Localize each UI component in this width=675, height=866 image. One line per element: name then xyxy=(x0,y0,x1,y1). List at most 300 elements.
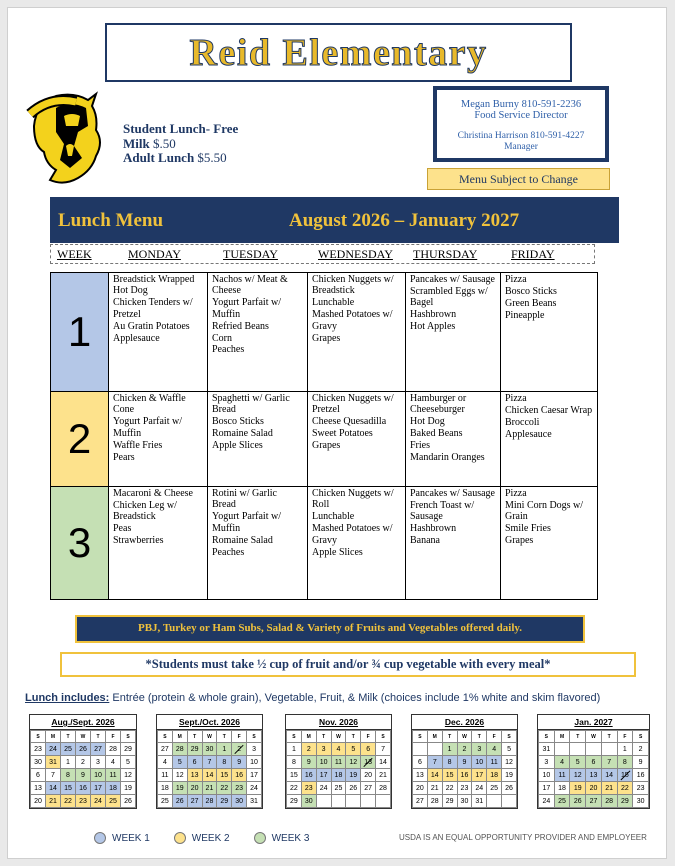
calendar-day: 2 xyxy=(633,743,649,756)
menu-change-notice: Menu Subject to Change xyxy=(427,168,610,190)
calendar-day: 8 xyxy=(217,756,232,769)
calendar-day: 31 xyxy=(472,795,487,808)
calendar-day: 12 xyxy=(502,756,517,769)
day-header-tuesday: TUESDAY xyxy=(223,247,278,261)
menu-item: Pizza xyxy=(505,393,527,404)
calendar-day: 7 xyxy=(46,769,61,782)
calendar-day: 4 xyxy=(106,756,121,769)
lunch-includes-label: Lunch includes: xyxy=(25,692,110,704)
calendar-day-header: S xyxy=(376,731,391,743)
calendar-day: 29 xyxy=(287,795,302,808)
calendar-day-header: F xyxy=(617,731,633,743)
week-number: 2 xyxy=(51,392,109,486)
calendar-day-header: F xyxy=(232,731,247,743)
calendar-day: 5 xyxy=(172,756,187,769)
calendar-day: 28 xyxy=(427,795,442,808)
calendar-day-header: S xyxy=(287,731,302,743)
calendar-day: 20 xyxy=(187,782,202,795)
day-header-thursday: THURSDAY xyxy=(413,247,478,261)
calendar-day: 14 xyxy=(202,769,217,782)
calendar-day-header: S xyxy=(633,731,649,743)
calendar-day: 29 xyxy=(187,743,202,756)
mini-calendar xyxy=(29,714,137,809)
calendar-day: 30 xyxy=(202,743,217,756)
menu-day-cell xyxy=(501,392,597,486)
calendar-day: 24 xyxy=(539,795,555,808)
menu-day-cell xyxy=(308,487,406,599)
day-header-week: WEEK xyxy=(57,247,92,261)
calendar-day-header: F xyxy=(487,731,502,743)
calendar-day-header: W xyxy=(457,731,472,743)
calendar-day: 22 xyxy=(217,782,232,795)
calendar-day: 21 xyxy=(376,769,391,782)
menu-item: Bosco Sticks xyxy=(212,416,264,428)
calendar-day xyxy=(586,743,602,756)
menu-item: Spaghetti w/ Garlic Bread xyxy=(212,393,290,416)
calendar-day: 7 xyxy=(202,756,217,769)
calendar-day: 9 xyxy=(76,769,91,782)
calendar-day: 5 xyxy=(570,756,586,769)
menu-day-cell xyxy=(308,273,406,391)
calendar-day-header: M xyxy=(46,731,61,743)
calendar-day: 4 xyxy=(554,756,570,769)
menu-item: Romaine Salad xyxy=(212,428,273,440)
calendar-day: 2 xyxy=(457,743,472,756)
calendar-day: 21 xyxy=(46,795,61,808)
menu-day-cell xyxy=(109,273,208,391)
calendar-day: 29 xyxy=(121,743,136,756)
calendar-day: 31 xyxy=(247,795,262,808)
menu-page xyxy=(7,7,667,859)
legend-label: WEEK 3 xyxy=(271,832,310,844)
menu-day-cell xyxy=(109,392,208,486)
menu-item: Corn xyxy=(212,332,232,344)
menu-item: Sweet Potatoes xyxy=(312,428,373,440)
calendar-day: 15 xyxy=(442,769,457,782)
week1-dot-icon xyxy=(94,832,106,844)
menu-item: Applesauce xyxy=(505,428,552,440)
menu-item: Waffle Fries xyxy=(113,439,163,451)
menu-item: Strawberries xyxy=(113,535,164,547)
menu-item: Smile Fries xyxy=(505,523,551,535)
calendar-day: 22 xyxy=(617,782,633,795)
calendar-day: 3 xyxy=(247,743,262,756)
calendar-day: 27 xyxy=(91,743,106,756)
menu-day-cell xyxy=(406,487,501,599)
menu-day-cell xyxy=(208,392,308,486)
calendar-day: 20 xyxy=(361,769,376,782)
menu-item: Peaches xyxy=(212,546,245,558)
calendar-day: 13 xyxy=(361,756,376,769)
menu-item: Hot Apples xyxy=(410,321,456,333)
week2-dot-icon xyxy=(174,832,186,844)
calendar-day: 24 xyxy=(247,782,262,795)
calendar-day: 8 xyxy=(442,756,457,769)
menu-day-cell xyxy=(406,392,501,486)
calendar-day: 30 xyxy=(301,795,316,808)
calendar-day: 22 xyxy=(287,782,302,795)
calendar-day-header: F xyxy=(361,731,376,743)
menu-item: Green Beans xyxy=(505,297,557,309)
menu-item: Baked Beans xyxy=(410,428,463,440)
menu-item: Cheese Quesadilla xyxy=(312,416,387,428)
calendar-day: 17 xyxy=(539,782,555,795)
mini-calendar xyxy=(537,714,650,809)
director-title: Food Service Director xyxy=(474,110,568,121)
page-title: Reid Elementary xyxy=(189,31,488,74)
calendar-day: 27 xyxy=(586,795,602,808)
calendar-day-header: T xyxy=(316,731,331,743)
calendar-day xyxy=(413,743,428,756)
calendar-day: 6 xyxy=(413,756,428,769)
calendar-day-header: W xyxy=(331,731,346,743)
calendar-day: 18 xyxy=(487,769,502,782)
legend xyxy=(94,832,309,844)
calendar-day: 5 xyxy=(502,743,517,756)
calendar-day: 22 xyxy=(61,795,76,808)
calendar-day: 11 xyxy=(158,769,173,782)
calendar-day: 3 xyxy=(472,743,487,756)
menu-item: Yogurt Parfait w/ Muffin xyxy=(212,297,281,320)
week3-dot-icon xyxy=(254,832,266,844)
legend-item-week1 xyxy=(94,832,150,844)
calendar-day: 6 xyxy=(187,756,202,769)
calendar-day: 7 xyxy=(376,743,391,756)
calendar-day: 22 xyxy=(442,782,457,795)
calendar-day: 27 xyxy=(158,743,173,756)
calendar-day-header: W xyxy=(76,731,91,743)
calendar-day: 21 xyxy=(601,782,617,795)
calendar-day: 18 xyxy=(158,782,173,795)
calendar-day: 19 xyxy=(121,782,136,795)
calendar-day-header: W xyxy=(202,731,217,743)
calendar-day-header: T xyxy=(91,731,106,743)
calendar-day: 29 xyxy=(442,795,457,808)
lunch-includes xyxy=(25,692,600,704)
menu-item: Chicken Caesar Wrap xyxy=(505,404,593,416)
mini-calendar xyxy=(156,714,263,809)
menu-day-cell xyxy=(308,392,406,486)
calendar-day: 7 xyxy=(427,756,442,769)
menu-title: Lunch Menu xyxy=(58,210,164,231)
calendar-day: 16 xyxy=(633,769,649,782)
calendar-day: 28 xyxy=(376,782,391,795)
calendar-day: 10 xyxy=(472,756,487,769)
menu-grid xyxy=(50,272,598,600)
calendar-day: 4 xyxy=(487,743,502,756)
calendar-day: 8 xyxy=(61,769,76,782)
calendar-day: 30 xyxy=(31,756,46,769)
calendar-day: 30 xyxy=(633,795,649,808)
calendar-day-header: S xyxy=(31,731,46,743)
milk-price: $.50 xyxy=(149,135,176,151)
calendar-day: 23 xyxy=(232,782,247,795)
calendar-day: 14 xyxy=(601,769,617,782)
menu-item: Macaroni & Cheese xyxy=(113,488,193,499)
calendar-day: 9 xyxy=(301,756,316,769)
day-headers xyxy=(50,244,595,264)
calendar-day xyxy=(502,795,517,808)
menu-item: Grapes xyxy=(312,332,341,344)
calendar-day-header: T xyxy=(187,731,202,743)
day-header-wednesday: WEDNESDAY xyxy=(318,247,393,261)
calendar-day: 16 xyxy=(301,769,316,782)
calendar-month-title: Jan. 2027 xyxy=(538,715,649,730)
calendar-day: 12 xyxy=(570,769,586,782)
calendar-day-header: S xyxy=(158,731,173,743)
calendar-day: 13 xyxy=(187,769,202,782)
calendar-day: 29 xyxy=(617,795,633,808)
calendar-day xyxy=(376,795,391,808)
calendar-month-title: Dec. 2026 xyxy=(412,715,517,730)
calendar-month-title: Aug./Sept. 2026 xyxy=(30,715,136,730)
calendar-day: 15 xyxy=(287,769,302,782)
calendar-day xyxy=(316,795,331,808)
calendar-day: 3 xyxy=(539,756,555,769)
menu-item: Hashbrown xyxy=(410,523,457,535)
adult-lunch-label: Adult Lunch xyxy=(123,150,195,165)
calendar-day: 24 xyxy=(472,782,487,795)
menu-item: Grapes xyxy=(505,535,534,547)
calendar-day: 25 xyxy=(106,795,121,808)
calendar-day: 25 xyxy=(554,795,570,808)
legend-label: WEEK 1 xyxy=(112,832,150,844)
menu-item: Apple Slices xyxy=(312,546,363,558)
menu-item: Pineapple xyxy=(505,309,545,321)
menu-item: French Toast w/ Sausage xyxy=(410,499,475,523)
calendar-day: 16 xyxy=(457,769,472,782)
calendar-day: 13 xyxy=(413,769,428,782)
calendar-day: 16 xyxy=(76,782,91,795)
calendar-day: 11 xyxy=(554,769,570,782)
calendar-day: 1 xyxy=(61,756,76,769)
milk-label: Milk xyxy=(123,135,150,151)
calendar-day: 20 xyxy=(31,795,46,808)
calendar-day: 21 xyxy=(427,782,442,795)
menu-item: Hot Dog xyxy=(410,416,445,428)
menu-item: Grapes xyxy=(312,440,341,452)
mini-calendar xyxy=(411,714,518,809)
calendar-day: 18 xyxy=(331,769,346,782)
calendar-day-header: M xyxy=(554,731,570,743)
calendar-day-header: T xyxy=(570,731,586,743)
calendar-day: 12 xyxy=(346,756,361,769)
menu-item: Rotini w/ Garlic Bread xyxy=(212,488,277,511)
calendar-day: 11 xyxy=(106,769,121,782)
legend-label: WEEK 2 xyxy=(191,832,230,844)
calendar-day: 4 xyxy=(158,756,173,769)
pricing-info xyxy=(123,122,238,166)
calendar-day-header: F xyxy=(106,731,121,743)
calendar-day: 5 xyxy=(121,756,136,769)
calendar-day: 23 xyxy=(76,795,91,808)
calendar-day xyxy=(346,795,361,808)
calendar-day: 13 xyxy=(586,769,602,782)
adult-lunch-price-line xyxy=(123,151,238,166)
calendar-day: 19 xyxy=(502,769,517,782)
calendar-day: 8 xyxy=(617,756,633,769)
menu-day-cell xyxy=(501,487,597,599)
manager-contact: Christina Harrison 810-591-4227 xyxy=(457,131,585,141)
adult-lunch-price: $5.50 xyxy=(194,150,227,165)
calendar-day: 20 xyxy=(586,782,602,795)
calendar-day: 10 xyxy=(247,756,262,769)
calendar-day-header: T xyxy=(442,731,457,743)
menu-item: Peaches xyxy=(212,344,245,356)
calendar-day: 8 xyxy=(287,756,302,769)
calendar-day: 26 xyxy=(121,795,136,808)
calendar-day: 26 xyxy=(346,782,361,795)
calendar-day: 17 xyxy=(316,769,331,782)
calendar-day: 19 xyxy=(172,782,187,795)
calendar-day-header: S xyxy=(247,731,262,743)
week-number: 1 xyxy=(51,273,109,391)
calendar-day: 31 xyxy=(46,756,61,769)
manager-title: Manager xyxy=(504,142,538,152)
calendar-day: 17 xyxy=(472,769,487,782)
menu-item: Mashed Potatoes w/ Gravy xyxy=(312,309,393,332)
menu-item: Yogurt Parfait w/ Muffin xyxy=(113,416,182,439)
calendar-day-header: M xyxy=(301,731,316,743)
calendar-day: 27 xyxy=(361,782,376,795)
menu-item: Fries xyxy=(410,440,430,452)
calendar-day-header: S xyxy=(413,731,428,743)
day-header-friday: FRIDAY xyxy=(511,247,555,261)
menu-item: Romaine Salad xyxy=(212,534,273,546)
calendar-day: 13 xyxy=(31,782,46,795)
calendar-day: 25 xyxy=(331,782,346,795)
calendar-day: 12 xyxy=(172,769,187,782)
menu-item: Yogurt Parfait w/ Muffin xyxy=(212,511,281,534)
calendar-day: 9 xyxy=(633,756,649,769)
calendar-day: 26 xyxy=(502,782,517,795)
calendar-day xyxy=(427,743,442,756)
menu-item: Chicken Nuggets w/ Breadstick xyxy=(312,274,394,297)
calendar-day: 27 xyxy=(413,795,428,808)
calendar-day: 16 xyxy=(232,769,247,782)
menu-item: Applesauce xyxy=(113,332,160,344)
menu-item: Hashbrown xyxy=(410,309,457,321)
calendar-day: 23 xyxy=(31,743,46,756)
menu-day-cell xyxy=(208,487,308,599)
calendar-month-title: Nov. 2026 xyxy=(286,715,391,730)
menu-item: Bosco Sticks xyxy=(505,285,557,297)
menu-item: Mashed Potatoes w/ Gravy xyxy=(312,523,393,546)
menu-item: Chicken Leg w/ Breadstick xyxy=(113,499,177,523)
calendar-day: 27 xyxy=(187,795,202,808)
menu-week-row xyxy=(51,487,597,599)
menu-item: Pears xyxy=(113,451,135,463)
calendar-day-header: T xyxy=(601,731,617,743)
calendar-day: 21 xyxy=(202,782,217,795)
calendar-day: 30 xyxy=(232,795,247,808)
calendar-day-header: S xyxy=(121,731,136,743)
calendar-day-header: T xyxy=(61,731,76,743)
calendar-day: 4 xyxy=(331,743,346,756)
calendar-day: 10 xyxy=(539,769,555,782)
calendar-day: 28 xyxy=(106,743,121,756)
menu-item: Pizza xyxy=(505,488,527,499)
calendar-day: 20 xyxy=(413,782,428,795)
calendar-day: 24 xyxy=(46,743,61,756)
calendar-day: 23 xyxy=(301,782,316,795)
calendar-day: 10 xyxy=(316,756,331,769)
calendar-day xyxy=(570,743,586,756)
calendar-day: 28 xyxy=(202,795,217,808)
calendar-day: 24 xyxy=(91,795,106,808)
menu-item: Lunchable xyxy=(312,297,355,309)
calendar-day: 25 xyxy=(61,743,76,756)
menu-day-cell xyxy=(208,273,308,391)
menu-item: Scrambled Eggs w/ Bagel xyxy=(410,285,488,309)
menu-item: Pizza xyxy=(505,274,527,285)
calendar-day: 1 xyxy=(217,743,232,756)
day-header-monday: MONDAY xyxy=(128,247,181,261)
calendar-day-header: T xyxy=(346,731,361,743)
calendar-day-header: S xyxy=(502,731,517,743)
calendar-day: 9 xyxy=(232,756,247,769)
usda-statement: USDA IS AN EQUAL OPPORTUNITY PROVIDER AND EMPLOYEER xyxy=(399,833,647,842)
calendar-day: 10 xyxy=(91,769,106,782)
calendar-day: 15 xyxy=(617,769,633,782)
calendar-day: 3 xyxy=(91,756,106,769)
menu-item: Breadstick Wrapped Hot Dog xyxy=(113,274,195,297)
menu-item: Nachos w/ Meat & Cheese xyxy=(212,274,288,297)
calendar-day: 9 xyxy=(457,756,472,769)
calendar-day: 17 xyxy=(247,769,262,782)
calendar-day: 14 xyxy=(46,782,61,795)
calendar-day: 6 xyxy=(586,756,602,769)
menu-item: Chicken & Waffle Cone xyxy=(113,393,186,416)
calendar-day: 2 xyxy=(76,756,91,769)
calendar-day: 17 xyxy=(91,782,106,795)
week-number: 3 xyxy=(51,487,109,599)
calendar-day: 14 xyxy=(376,756,391,769)
calendar-day-header: M xyxy=(427,731,442,743)
calendar-day: 1 xyxy=(287,743,302,756)
student-lunch-price: Student Lunch- Free xyxy=(123,121,239,136)
calendar-day: 6 xyxy=(361,743,376,756)
menu-day-cell xyxy=(406,273,501,391)
calendar-day: 28 xyxy=(172,743,187,756)
calendar-day: 11 xyxy=(487,756,502,769)
menu-day-cell xyxy=(501,273,597,391)
director-contact: Megan Burny 810-591-2236 xyxy=(460,99,582,110)
calendar-day: 23 xyxy=(633,782,649,795)
calendar-day: 15 xyxy=(217,769,232,782)
calendar-day xyxy=(487,795,502,808)
calendar-day: 26 xyxy=(76,743,91,756)
menu-day-cell xyxy=(109,487,208,599)
calendar-day: 18 xyxy=(554,782,570,795)
calendar-day: 2 xyxy=(301,743,316,756)
calendar-day: 1 xyxy=(617,743,633,756)
calendar-day xyxy=(601,743,617,756)
legend-item-week3 xyxy=(254,832,310,844)
menu-item: Lunchable xyxy=(312,511,355,523)
menu-week-row xyxy=(51,273,597,392)
menu-item: Apple Slices xyxy=(212,440,263,452)
legend-item-week2 xyxy=(174,832,230,844)
mini-calendar xyxy=(285,714,392,809)
daily-offerings-banner: PBJ, Turkey or Ham Subs, Salad & Variety of Fruits and Vegetables offered daily. xyxy=(75,615,585,643)
calendar-day: 5 xyxy=(346,743,361,756)
menu-item: Broccoli xyxy=(505,416,540,428)
calendar-day xyxy=(331,795,346,808)
calendar-day: 29 xyxy=(217,795,232,808)
menu-item: Mini Corn Dogs w/ Grain xyxy=(505,499,584,523)
calendar-day: 25 xyxy=(158,795,173,808)
